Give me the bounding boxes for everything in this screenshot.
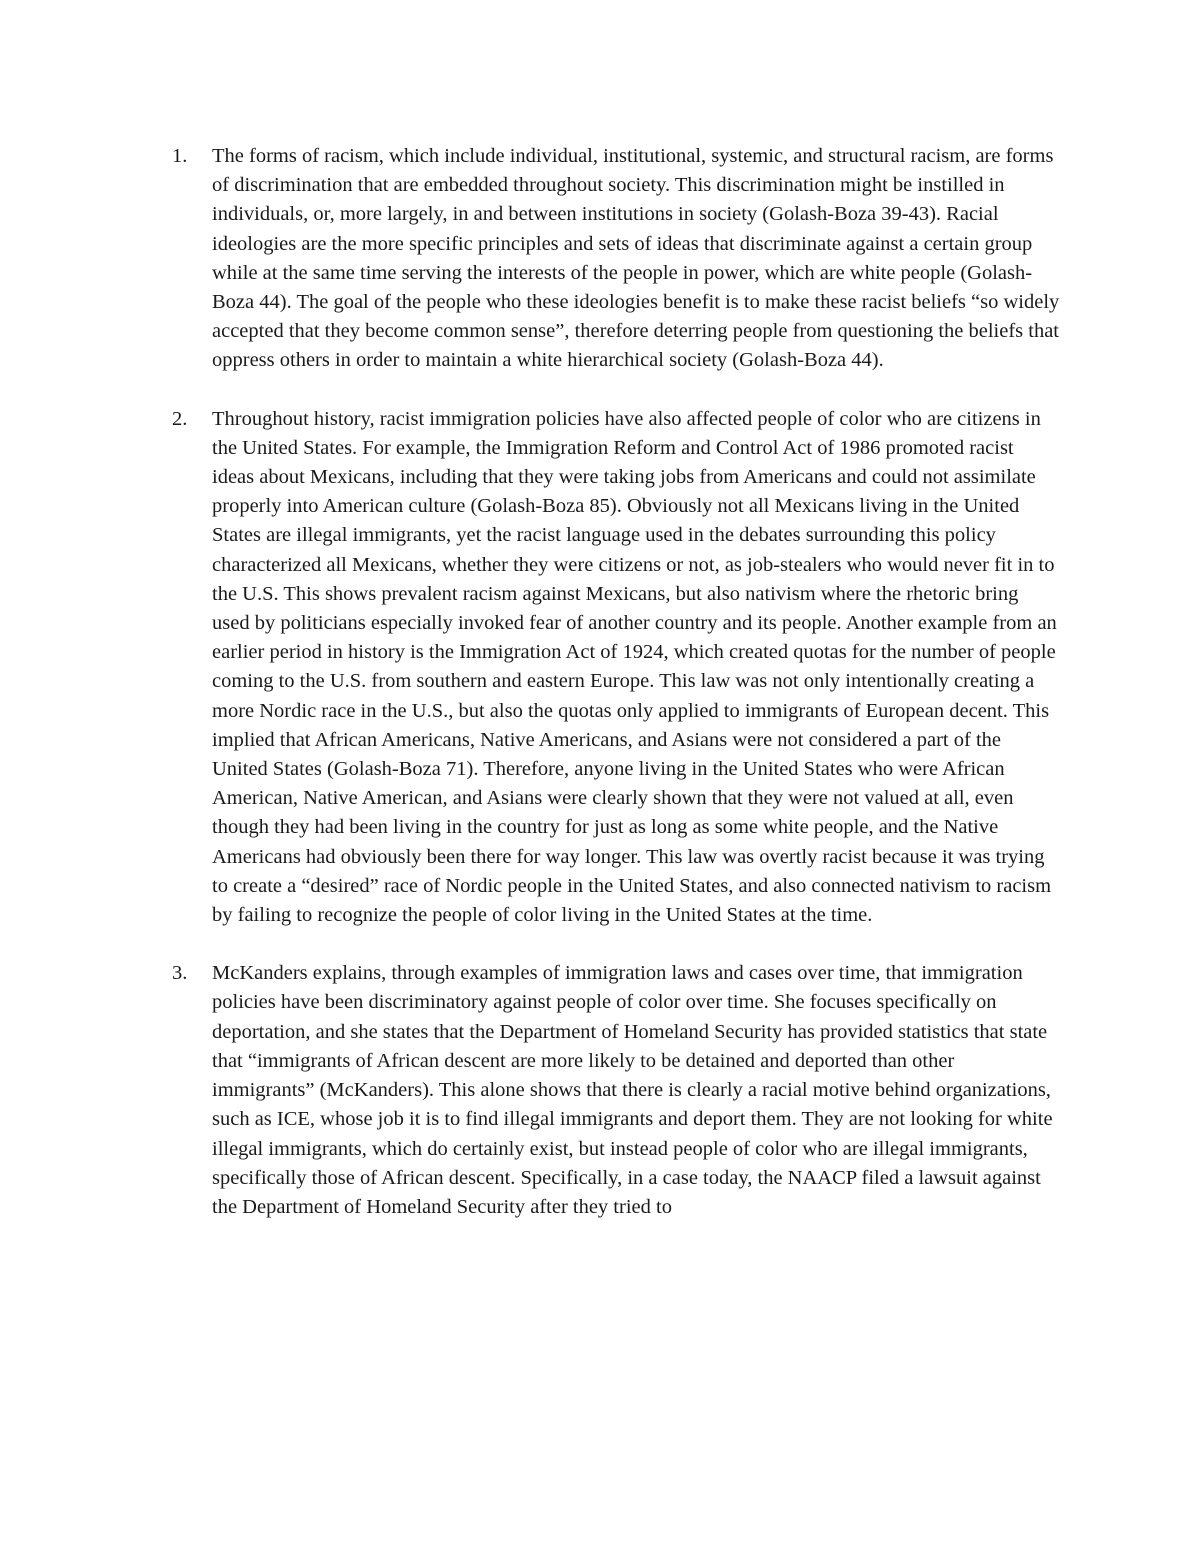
list-item	[172, 405, 1072, 931]
numbered-list	[172, 142, 1072, 1251]
list-item	[172, 142, 1072, 376]
list-item-number: 3.	[172, 962, 188, 985]
list-item-number: 2.	[172, 407, 188, 430]
list-item-paragraph: The forms of racism, which include individual, institutional, systemic, and structural racism, are forms of discrimination that are embedded throughout society. This discrimination might be instilled in individuals, or, more largely, in and between institutions in society (Golash-Boza 39-43). Racial ideologies are the more specific principles and sets of ideas that discriminate against a certain group while at the same time serving the interests of the people in power, which are white people (Golash-Boza 44). The goal of the people who these ideologies benefit is to make these racist beliefs “so widely accepted that they become common sense”, therefore deterring people from questioning the beliefs that oppress others in order to maintain a white hierarchical society (Golash-Boza 44).	[212, 145, 1060, 372]
list-item-number: 1.	[172, 145, 188, 167]
list-item-paragraph: McKanders explains, through examples of immigration laws and cases over time, that immigration policies have been discriminatory against people of color over time. She focuses specifically on deportation, and she states that the Department of Homeland Security has provided statistics that state that “immigrants of African descent are more likely to be detained and deported than other immigrants” (McKanders). This alone shows that there is clearly a racial motive behind organizations, such as ICE, whose job it is to find illegal immigrants and deport them. They are not looking for white illegal immigrants, which do certainly exist, but instead people of color who are illegal immigrants, specifically those of African descent. Specifically, in a case today, the NAACP filed a lawsuit against the Department of Homeland Security after they tried to	[212, 962, 1053, 1218]
list-item	[172, 959, 1072, 1222]
list-item-paragraph: Throughout history, racist immigration policies have also affected people of color who are citizens in the United States. For example, the Immigration Reform and Control Act of 1986 promoted racist ideas about Mexicans, including that they were taking jobs from Americans and could not assimilate properly into American culture (Golash-Boza 85). Obviously not all Mexicans living in the United States are illegal immigrants, yet the racist language used in the debates surrounding this policy characterized all Mexicans, whether they were citizens or not, as job-stealers who would never fit in to the U.S. This shows prevalent racism against Mexicans, but also nativism where the rhetoric bring used by politicians especially invoked fear of another country and its people. Another example from an earlier period in history is the Immigration Act of 1924, which created quotas for the number of people coming to the U.S. from southern and eastern Europe. This law was not only intentionally creating a more Nordic race in the U.S., but also the quotas only applied to immigrants of European decent. This implied that African Americans, Native Americans, and Asians were not considered a part of the United States (Golash-Boza 71). Therefore, anyone living in the United States who were African American, Native American, and Asians were clearly shown that they were not valued at all, even though they had been living in the country for just as long as some white people, and the Native Americans had obviously been there for way longer. This law was overtly racist because it was trying to create a “desired” race of Nordic people in the United States, and also connected nativism to racism by failing to recognize the people of color living in the United States at the time.	[212, 407, 1057, 927]
